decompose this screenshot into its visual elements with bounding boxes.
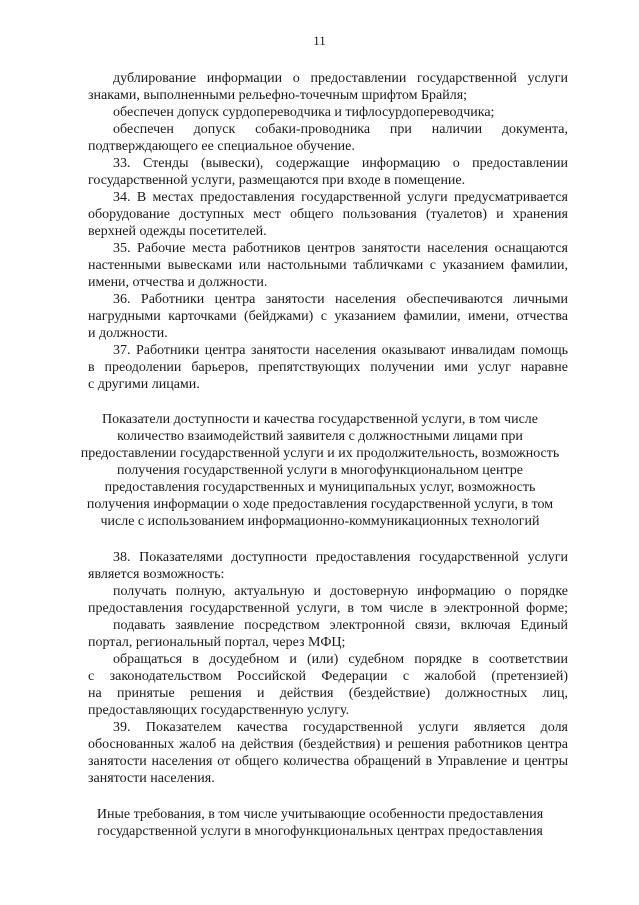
text-line-9: оборудование доступных мест общего пользования (туалетов) и хранения <box>88 207 568 222</box>
text-line-28: является возможность: <box>88 567 225 582</box>
text-line-24: предоставления государственных и муниципальных услуг, возможность <box>104 480 536 495</box>
text-line-21: количество взаимодействий заявителя с должностными лицами при <box>117 429 523 444</box>
text-line-10: верхней одежды посетителей. <box>88 224 267 239</box>
text-line-3: обеспечен допуск сурдопереводчика и тифлосурдопереводчика; <box>113 105 495 120</box>
text-line-40: занятости населения. <box>88 771 215 786</box>
text-line-15: нагрудными карточками (бейджами) с указанием фамилии, имени, отчества <box>88 309 568 324</box>
text-line-39: занятости населения от общего количества обращений в Управление и центры <box>88 754 568 769</box>
text-line-20: Показатели доступности и качества государственной услуги, в том числе <box>102 412 538 427</box>
page-number: 11 <box>313 33 326 48</box>
text-line-18: в преодолении барьеров, препятствующих получении ими услуг наравне <box>88 360 568 375</box>
text-line-41: Иные требования, в том числе учитывающие особенности предоставления <box>96 807 544 822</box>
text-line-8: 34. В местах предоставления государственной услуги предусматривается <box>113 190 568 205</box>
text-line-19: с другими лицами. <box>88 377 200 392</box>
text-line-25: получения информации о ходе предоставления государственной услуги, в том <box>86 497 554 512</box>
text-line-6: 33. Стенды (вывески), содержащие информацию о предоставлении <box>113 156 568 171</box>
text-line-23: получения государственной услуги в многофункциональном центре <box>116 463 524 478</box>
text-line-4: обеспечен допуск собаки-проводника при наличии документа, <box>113 122 568 137</box>
text-line-11: 35. Рабочие места работников центров занятости населения оснащаются <box>113 241 568 256</box>
text-line-32: портал, региональный портал, через МФЦ; <box>88 635 346 650</box>
text-line-14: 36. Работники центра занятости населения обеспечиваются личными <box>113 292 568 307</box>
text-line-33: обращаться в досудебном и (или) судебном порядке в соответствии <box>113 652 568 667</box>
text-line-27: 38. Показателями доступности предоставления государственной услуги <box>113 550 568 565</box>
text-line-13: имени, отчества и должности. <box>88 275 268 290</box>
text-line-22: предоставлении государственной услуги и их продолжительность, возможность <box>80 446 560 461</box>
text-line-17: 37. Работники центра занятости населения оказывают инвалидам помощь <box>113 343 568 358</box>
text-line-12: настенными вывесками или настольными табличками с указанием фамилии, <box>88 258 568 273</box>
text-line-38: обоснованных жалоб на действия (бездействия) и решения работников центра <box>88 737 568 752</box>
text-line-2: знаками, выполненными рельефно-точечным шрифтом Брайля; <box>88 88 468 103</box>
text-line-30: предоставления государственной услуги, в том числе в электронной форме; <box>88 601 568 616</box>
text-line-37: 39. Показателем качества государственной услуги является доля <box>113 720 568 735</box>
text-line-34: с законодательством Российской Федерации с жалобой (претензией) <box>88 669 568 684</box>
text-line-26: числе с использованием информационно-коммуникационных технологий <box>100 514 540 529</box>
text-line-5: подтверждающего ее специальное обучение. <box>88 139 355 154</box>
text-line-36: предоставляющих государственную услугу. <box>88 703 350 718</box>
text-line-31: подавать заявление посредством электронной связи, включая Единый <box>113 618 568 633</box>
text-line-16: и должности. <box>88 326 168 341</box>
text-line-35: на принятые решения и действия (бездействие) должностных лиц, <box>88 686 568 701</box>
text-line-1: дублирование информации о предоставлении государственной услуги <box>113 71 568 86</box>
text-line-42: государственной услуги в многофункциональных центрах предоставления <box>97 824 543 839</box>
text-line-29: получать полную, актуальную и достоверную информацию о порядке <box>113 584 568 599</box>
text-line-7: государственной услуги, размещаются при входе в помещение. <box>88 173 466 188</box>
